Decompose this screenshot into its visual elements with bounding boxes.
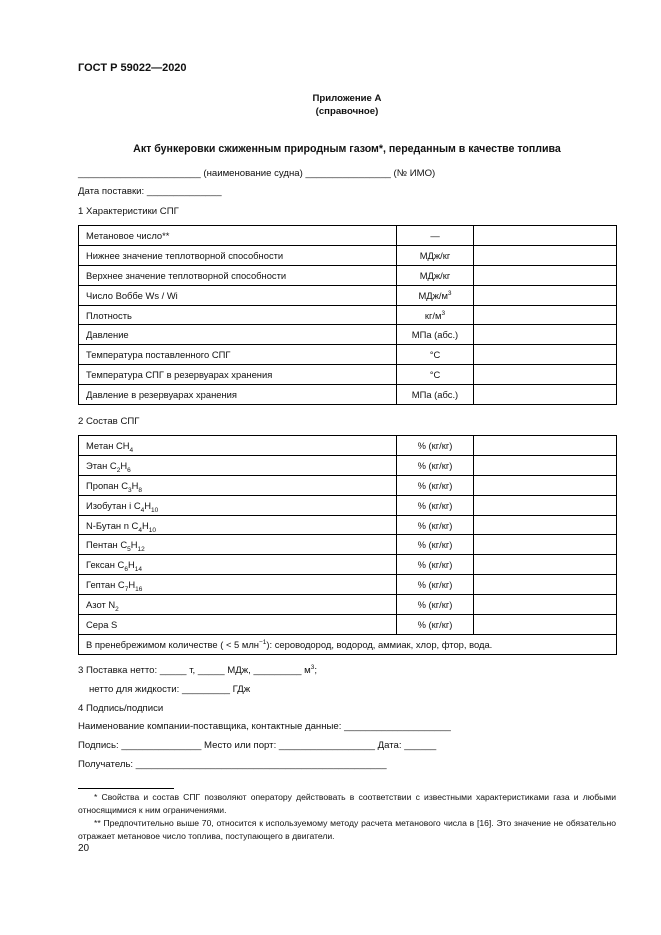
unit-cell: % (кг/кг) bbox=[397, 436, 474, 456]
footnote-divider bbox=[78, 788, 174, 789]
energy-unit: МДж, bbox=[227, 665, 251, 676]
unit-base: кг/м bbox=[424, 309, 442, 321]
supplier-label: Наименование компании-поставщика, контактные данные: bbox=[78, 721, 342, 732]
param-cell: Температура СПГ в резервуарах хранения bbox=[79, 365, 397, 385]
component-cell: Азот $N_2$ bbox=[79, 595, 397, 615]
unit-superscript: 3 bbox=[447, 289, 452, 297]
value-cell[interactable] bbox=[474, 615, 617, 635]
footnote-1: * Свойства и состав СПГ позволяют оператору действовать в соответствии с известными характеристиками газа и любыми относящимися к ним ограничениями. bbox=[78, 792, 616, 815]
value-cell[interactable] bbox=[474, 555, 617, 575]
table-row bbox=[79, 226, 617, 246]
unit-cell: % (кг/кг) bbox=[397, 555, 474, 575]
unit-cell: °С bbox=[397, 345, 474, 365]
table-row bbox=[79, 634, 617, 654]
value-cell[interactable] bbox=[474, 226, 617, 246]
component-cell: Изобутан i $C_4H_{10}$ bbox=[79, 495, 397, 515]
unit-cell: МДж/кг bbox=[397, 265, 474, 285]
footnote-2: ** Предпочтительно выше 70, относится к используемому методу расчета метанового числа в [16]. Это значение не обязательно отражает метановое число топлива, поступающего в двигатели. bbox=[78, 818, 616, 841]
value-cell[interactable] bbox=[474, 365, 617, 385]
component-cell: Сера S bbox=[79, 615, 397, 635]
param-cell: Давление в резервуарах хранения bbox=[79, 385, 397, 405]
value-cell[interactable] bbox=[474, 305, 617, 325]
unit-cell: % (кг/кг) bbox=[397, 455, 474, 475]
param-cell: Давление bbox=[79, 325, 397, 345]
value-cell[interactable] bbox=[474, 285, 617, 305]
value-cell[interactable] bbox=[474, 595, 617, 615]
liquid-net-blank[interactable]: _________ bbox=[181, 684, 230, 695]
table-row bbox=[79, 325, 617, 345]
vessel-name-blank[interactable]: _______________________ bbox=[78, 168, 201, 179]
act-title: Акт бункеровки сжиженным природным газом*, переданным в качестве топлива bbox=[133, 143, 561, 155]
lng-characteristics-table bbox=[78, 225, 617, 405]
unit-cell: % (кг/кг) bbox=[397, 575, 474, 595]
unit-cell: % (кг/кг) bbox=[397, 515, 474, 535]
unit-cell: % (кг/кг) bbox=[397, 535, 474, 555]
unit-cell: % (кг/кг) bbox=[397, 495, 474, 515]
unit-cell bbox=[397, 285, 474, 305]
value-cell[interactable] bbox=[474, 325, 617, 345]
component-cell: Метан $CH_4$ bbox=[79, 436, 397, 456]
liquid-net-line bbox=[89, 684, 250, 695]
appendix-subtitle: (справочное) bbox=[315, 106, 379, 117]
section2-title: 2 Состав СПГ bbox=[78, 416, 140, 427]
table-row bbox=[79, 475, 617, 495]
param-cell: Верхнее значение теплотворной способности bbox=[79, 265, 397, 285]
lng-composition-table bbox=[78, 435, 617, 655]
liquid-net-label: нетто для жидкости: bbox=[89, 684, 180, 695]
table-row bbox=[79, 535, 617, 555]
table-row bbox=[79, 436, 617, 456]
imo-number-blank[interactable]: ________________ bbox=[305, 168, 391, 179]
value-cell[interactable] bbox=[474, 385, 617, 405]
unit-cell: % (кг/кг) bbox=[397, 595, 474, 615]
unit-cell: МПа (абс.) bbox=[397, 325, 474, 345]
recipient-blank[interactable]: _______________________________________________ bbox=[135, 759, 387, 770]
net-delivery-label: 3 Поставка нетто: bbox=[78, 665, 158, 676]
delivery-date-blank[interactable]: ______________ bbox=[146, 186, 222, 197]
table-row bbox=[79, 365, 617, 385]
unit-cell: °С bbox=[397, 365, 474, 385]
value-cell[interactable] bbox=[474, 265, 617, 285]
tonnes-blank[interactable]: _____ bbox=[159, 665, 187, 676]
unit-cell: МДж/кг bbox=[397, 245, 474, 265]
table-row bbox=[79, 345, 617, 365]
net-delivery-line bbox=[78, 665, 317, 676]
component-cell: Гептан $C_7H_{16}$ bbox=[79, 575, 397, 595]
appendix-title: Приложение А bbox=[312, 93, 382, 104]
value-cell[interactable] bbox=[474, 245, 617, 265]
imo-number-label: (№ ИМО) bbox=[393, 168, 436, 179]
value-cell[interactable] bbox=[474, 436, 617, 456]
signature-label: Подпись: bbox=[78, 740, 119, 751]
unit-base: МДж/м bbox=[418, 289, 448, 301]
table-row bbox=[79, 495, 617, 515]
table-row bbox=[79, 515, 617, 535]
signature-line bbox=[78, 740, 436, 751]
unit-cell: МПа (абс.) bbox=[397, 385, 474, 405]
liquid-net-unit: ГДж bbox=[232, 684, 251, 695]
param-cell: Температура поставленного СПГ bbox=[79, 345, 397, 365]
recipient-line bbox=[78, 759, 387, 770]
value-cell[interactable] bbox=[474, 535, 617, 555]
place-label: Место или порт: bbox=[204, 740, 277, 751]
volume-unit: $м^3$; bbox=[304, 663, 318, 676]
signature-blank[interactable]: _______________ bbox=[121, 740, 202, 751]
value-cell[interactable] bbox=[474, 475, 617, 495]
value-cell[interactable] bbox=[474, 515, 617, 535]
supplier-blank[interactable]: ____________________ bbox=[344, 721, 451, 732]
place-blank[interactable]: __________________ bbox=[278, 740, 375, 751]
negligible-note: В пренебрежимом количестве ( < 5 млн$^{-1}$): сероводород, водород, аммиак, хлор, фтор, вода. bbox=[79, 634, 617, 654]
vessel-line bbox=[78, 168, 435, 179]
component-cell: Этан $C_2H_6$ bbox=[79, 455, 397, 475]
value-cell[interactable] bbox=[474, 455, 617, 475]
unit-cell: % (кг/кг) bbox=[397, 475, 474, 495]
table-row bbox=[79, 595, 617, 615]
document-code: ГОСТ Р 59022—2020 bbox=[78, 62, 187, 74]
table-row bbox=[79, 305, 617, 325]
table-row bbox=[79, 455, 617, 475]
param-cell: Метановое число** bbox=[79, 226, 397, 246]
unit-cell bbox=[397, 305, 474, 325]
delivery-date-line bbox=[78, 186, 222, 197]
table-row bbox=[79, 265, 617, 285]
unit-cell: % (кг/кг) bbox=[397, 615, 474, 635]
section1-title: 1 Характеристики СПГ bbox=[78, 206, 179, 217]
component-cell: Гексан $C_6H_{14}$ bbox=[79, 555, 397, 575]
date-blank[interactable]: ______ bbox=[404, 740, 437, 751]
component-cell: N-Бутан n $C_4H_{10}$ bbox=[79, 515, 397, 535]
delivery-date-label: Дата поставки: bbox=[78, 186, 145, 197]
page-number: 20 bbox=[78, 843, 90, 854]
supplier-line bbox=[78, 721, 451, 732]
table-row bbox=[79, 245, 617, 265]
table-row bbox=[79, 385, 617, 405]
param-cell: Число Воббе Ws / Wi bbox=[79, 285, 397, 305]
energy-blank[interactable]: _____ bbox=[197, 665, 225, 676]
date-label: Дата: bbox=[377, 740, 402, 751]
section4-title: 4 Подпись/подписи bbox=[78, 703, 164, 714]
volume-blank[interactable]: _________ bbox=[253, 665, 302, 676]
component-cell: Пентан $C_5H_{12}$ bbox=[79, 535, 397, 555]
param-cell: Плотность bbox=[79, 305, 397, 325]
value-cell[interactable] bbox=[474, 575, 617, 595]
tonnes-unit: т, bbox=[189, 665, 196, 676]
recipient-label: Получатель: bbox=[78, 759, 134, 770]
value-cell[interactable] bbox=[474, 345, 617, 365]
unit-superscript: 3 bbox=[441, 309, 446, 317]
unit-cell: — bbox=[397, 226, 474, 246]
table-row bbox=[79, 285, 617, 305]
table-row bbox=[79, 555, 617, 575]
value-cell[interactable] bbox=[474, 495, 617, 515]
table-row bbox=[79, 615, 617, 635]
vessel-name-label: (наименование судна) bbox=[203, 168, 303, 179]
component-cell: Пропан $C_3H_8$ bbox=[79, 475, 397, 495]
param-cell: Нижнее значение теплотворной способности bbox=[79, 245, 397, 265]
table-row bbox=[79, 575, 617, 595]
